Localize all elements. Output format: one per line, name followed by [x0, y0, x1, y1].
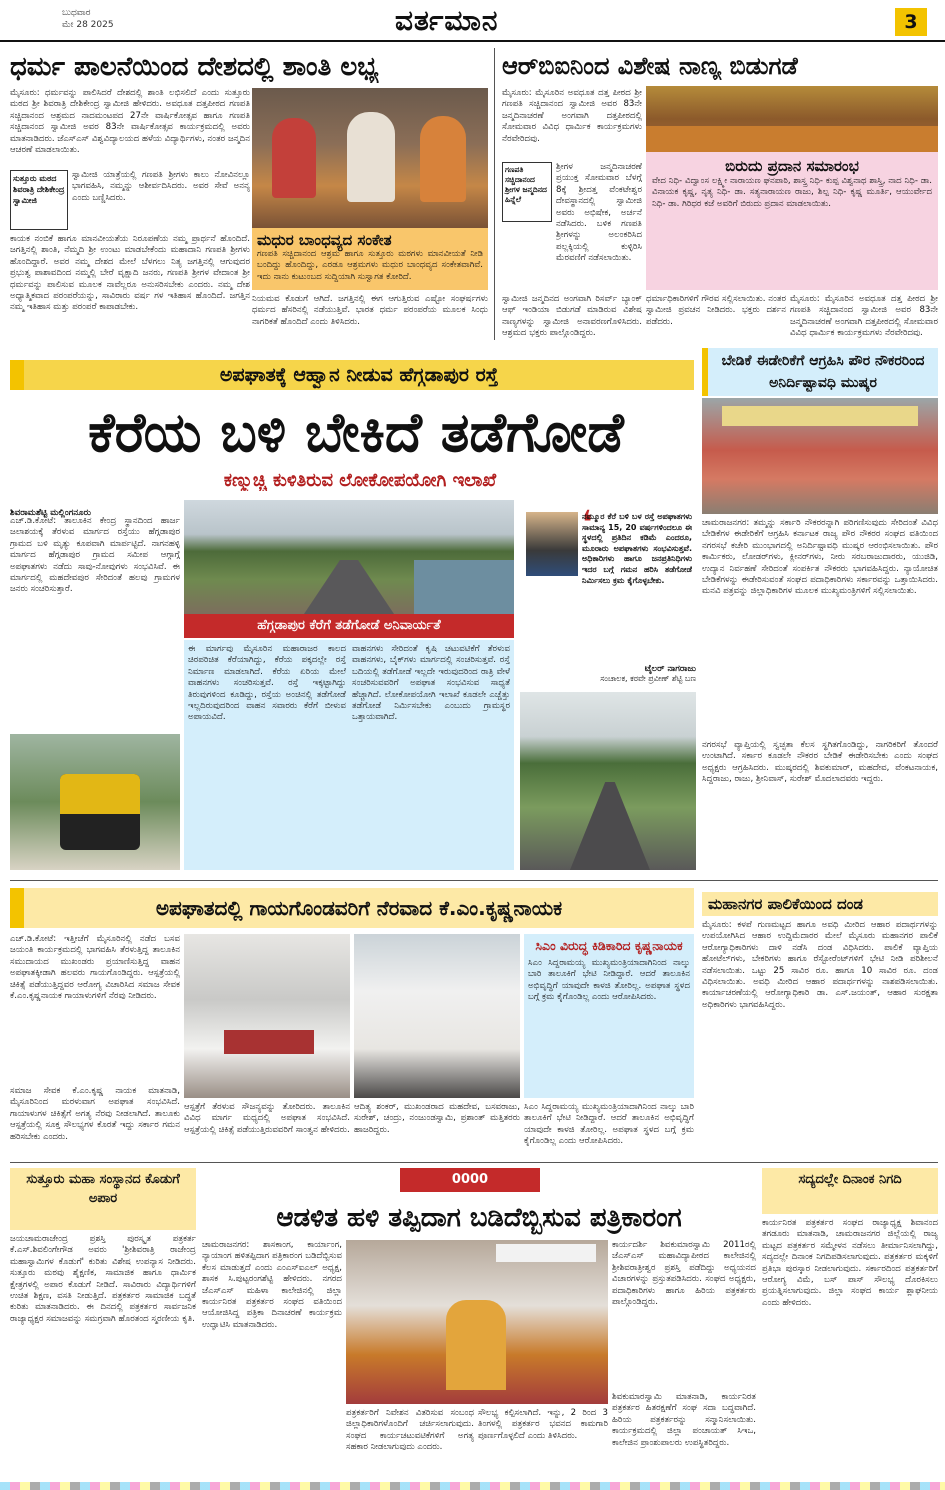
lead-photo-auto-vehicle	[60, 774, 140, 850]
story1-photo-figure-2	[347, 112, 395, 202]
story3-header	[702, 348, 938, 396]
lead-photo-trees	[520, 692, 696, 870]
lead-subhead: ಕಣ್ಮುಚ್ಚಿ ಕುಳಿತಿರುವ ಲೋಕೋಪಯೋಗಿ ಇಲಾಖೆ	[223, 470, 497, 491]
story1-caption-box	[252, 228, 488, 290]
strip-label: 0000	[451, 1172, 489, 1187]
story4-photo-group	[354, 934, 520, 1098]
story2-side-label-text: ಗಣಪತಿ ಸಚ್ಚಿದಾನಂದ ಶ್ರೀಗಳ ಜನ್ಮದಿನದ ಹಿನ್ನೆಲೆ	[505, 165, 547, 204]
story2-photo	[646, 86, 938, 152]
story1-col1: ಮೈಸೂರು: ಧರ್ಮವನ್ನು ಪಾಲಿಸಿದರೆ ದೇಶದಲ್ಲಿ ಶಾಂತಿ ಲಭಿಸಲಿದೆ ಎಂದು ಸುತ್ತೂರು ಮಠದ ಶ್ರೀ ಶಿವರಾತ್ರಿ ದೇಶಿಕೇಂದ್ರ ಸ್ವಾಮೀಜಿ ಹೇಳಿದರು. ಅವಧೂತ ದತ್ತಪೀಠದ ಗಣಪತಿ ಸಚ್ಚಿದಾನಂದ ಆಶ್ರಮದ ನಾದಮಂಟಪದ 27ನೇ ವಾರ್ಷಿಕೋತ್ಸವ ಹಾಗೂ ಗಣಪತಿ ಸಚ್ಚಿದಾನಂದ ಸ್ವಾಮೀಜಿ ಅವರ 83ನೇ ವಾರ್ಷಿಕೋತ್ಸವ ಕಾರ್ಯಕ್ರಮದಲ್ಲಿ ಅವರು ಮಾತನಾಡಿದರು. ಜೆಎಸ್ಎಸ್ ವಿಶ್ವವಿದ್ಯಾಲಯದ ಹಳೆಯ ವಿದ್ಯಾರ್ಥಿಗಳು, ನಂತರ ಜನ್ಮದಿನ ಆಚರಣೆ ಮಾಡಲಾಯಿತು.	[10, 88, 250, 156]
story6-col5: ಶಿವಕುಮಾರಸ್ವಾಮಿ ಮಾತನಾಡಿ, ಕಾರ್ಯನಿರತ ಪತ್ರಕರ್ತರ ಹಿತರಕ್ಷಣೆಗೆ ಸಂಘ ಸದಾ ಬದ್ಧವಾಗಿದೆ. ಹಿರಿಯ ಪತ್ರಕರ್ತರನ್ನು ಸನ್ಮಾನಿಸಲಾಯಿತು. ಕಾರ್ಯಕ್ರಮದಲ್ಲಿ ಜಿಲ್ಲಾ ಪಂಚಾಯತ್ ಸಿಇಒ, ಕಾಲೇಜಿನ ಪ್ರಾಂಶುಪಾಲರು ಉಪಸ್ಥಿತರಿದ್ದರು.	[612, 1392, 756, 1448]
story2-side-label	[502, 162, 552, 222]
story3-headline: ಬೇಡಿಕೆ ಈಡೇರಿಕೆಗೆ ಆಗ್ರಹಿಸಿ ಪೌರ ನೌಕರರಿಂದ ಅನಿರ್ದಿಷ್ಟಾವಧಿ ಮುಷ್ಕರ	[721, 353, 925, 391]
masthead	[0, 0, 945, 44]
story4-col1: ಎಚ್.ಡಿ.ಕೋಟೆ: ಇತ್ತೀಚೆಗೆ ಮೈಸೂರಿನಲ್ಲಿ ನಡೆದ ಬಸವ ಜಯಂತಿ ಕಾರ್ಯಕ್ರಮದಲ್ಲಿ ಭಾಗವಹಿಸಿ ತೆರಳುತ್ತಿದ್ದ ತಾಲೂಕಿನ ಸಮುದಾಯದ ಮುಖಂಡರು ಪ್ರಯಾಣಿಸುತ್ತಿದ್ದ ವಾಹನ ಅಪಘಾತಕ್ಕೀಡಾಗಿ ಹಲವರು ಗಾಯಗೊಂಡಿದ್ದರು. ಆಸ್ಪತ್ರೆಯಲ್ಲಿ ಚಿಕಿತ್ಸೆ ಪಡೆಯುತ್ತಿದ್ದವರ ಆರೋಗ್ಯ ವಿಚಾರಿಸಿದ ಸಮಾಜ ಸೇವಕ ಕೆ.ಎಂ.ಕೃಷ್ಣನಾಯಕ ಗಾಯಾಳುಗಳಿಗೆ ನೆರವು ನೀಡಿದರು.	[10, 934, 180, 1002]
story1-headline: ಧರ್ಮ ಪಾಲನೆಯಿಂದ ದೇಶದಲ್ಲಿ ಶಾಂತಿ ಲಭ್ಯ	[10, 52, 379, 82]
story6-headline: ಆಡಳಿತ ಹಳಿ ತಪ್ಪಿದಾಗ ಬಡಿದೆಬ್ಬಿಸುವ ಪತ್ರಿಕಾರಂಗ	[276, 1203, 682, 1233]
story5-headline: ಮಹಾನಗರ ಪಾಲಿಕೆಯಿಂದ ದಂಡ	[702, 892, 938, 916]
lead-col2-box	[184, 640, 514, 870]
story6-photo-shawl	[446, 1300, 506, 1390]
lead-photo-trees-road	[570, 782, 650, 870]
story4-photo-hospital	[184, 934, 350, 1098]
story4-col4: ಆದಿತ್ಯ ಶಂಕರ್, ಮುಖಂಡರಾದ ಮಹದೇವ, ಬಸವರಾಜು, ಸುರೇಶ್, ಚಂದ್ರು, ನಂಜುಂಡಸ್ವಾಮಿ, ಪ್ರಶಾಂತ್ ಮತ್ತಿತರರು ಹಾಜರಿದ್ದರು.	[354, 1102, 520, 1135]
story2-headline: ಆರ್‌ಬಿಐನಿಂದ ವಿಶೇಷ ನಾಣ್ಯ ಬಿಡುಗಡೆ	[502, 52, 798, 80]
story6-col4: ಕಾರ್ಯದರ್ಶಿ ಶಿವಕುಮಾರಸ್ವಾಮಿ 2011ರಲ್ಲಿ ಜೆಎಸ್ಎಸ್ ಮಹಾವಿದ್ಯಾಪೀಠದ ಕಾಲೇಜಿನಲ್ಲಿ ಶ್ರೀಶಿವರಾತ್ರೀಶ್ವರ ಪ್ರಶಸ್ತಿ ಪಡೆದಿದ್ದು ಅಧ್ಯಯನದ ವಿಚಾರಗಳನ್ನು ಪ್ರಸ್ತುತಪಡಿಸಿದರು. ಸಂಘದ ಅಧ್ಯಕ್ಷರು, ಪದಾಧಿಕಾರಿಗಳು ಹಾಗೂ ಹಿರಿಯ ಪತ್ರಕರ್ತರು ಪಾಲ್ಗೊಂಡಿದ್ದರು.	[612, 1240, 756, 1308]
story2-col3: ಧರ್ಮಾಧಿಕಾರಿಗಳಿಗೆ ಗೌರವ ಸಲ್ಲಿಸಲಾಯಿತು. ನಂತರ ಸ್ವಾಮೀಜಿ ಪ್ರವಚನ ನೀಡಿದರು. ಭಕ್ತರು ದರ್ಶನ ಪಡೆದರು.	[646, 294, 786, 327]
story2-photo-stage	[646, 126, 938, 152]
masthead-title: ವರ್ತಮಾನ	[395, 4, 499, 37]
story4-headline: ಅಪಘಾತದಲ್ಲಿ ಗಾಯಗೊಂಡವರಿಗೆ ನೆರವಾದ ಕೆ.ಎಂ.ಕೃಷ್ಣನಾಯಕ	[155, 896, 563, 920]
lead-kicker-band	[10, 360, 694, 390]
story4-col2: ಸಮಾಜ ಸೇವಕ ಕೆ.ಎಂ.ಕೃಷ್ಣ ನಾಯಕ ಮಾತನಾಡಿ, ಮೈಸೂರಿನಿಂದ ಮರಳುವಾಗ ಅಪಘಾತ ಸಂಭವಿಸಿದೆ. ಗಾಯಾಳುಗಳ ಚಿಕಿತ್ಸೆಗೆ ಅಗತ್ಯ ನೆರವು ನೀಡಲಾಗಿದೆ. ತಾಲೂಕು ಆಸ್ಪತ್ರೆಯಲ್ಲಿ ಸೂಕ್ತ ಸೌಲಭ್ಯಗಳ ಕೊರತೆ ಇದ್ದು ಸರ್ಕಾರ ಗಮನ ಹರಿಸಬೇಕು ಎಂದರು.	[10, 1086, 180, 1142]
lead-quote-attribution	[520, 664, 696, 690]
story8-header	[762, 1168, 938, 1214]
story4-col5: ಸಿಎಂ ಸಿದ್ದರಾಮಯ್ಯ ಮುಖ್ಯಮಂತ್ರಿಯಾದಾಗಿನಿಂದ ನಾಲ್ಕು ಬಾರಿ ತಾಲೂಕಿಗೆ ಭೇಟಿ ನೀಡಿದ್ದಾರೆ. ಆದರೆ ತಾಲೂಕಿನ ಅಭಿವೃದ್ಧಿಗೆ ಯಾವುದೇ ಕಾಳಜಿ ತೋರಿಲ್ಲ. ಅಪಘಾತ ಸ್ಥಳದ ಬಗ್ಗೆ ಕ್ರಮ ಕೈಗೊಂಡಿಲ್ಲ ಎಂದು ಆರೋಪಿಸಿದರು.	[524, 1102, 694, 1147]
story6-col2: ಪತ್ರಕರ್ತರಿಗೆ ನಿವೇಶನ ವಿತರಿಸುವ ಸಂಬಂಧ ಜಿಲ್ಲಾಧಿಕಾರಿಗಳೊಂದಿಗೆ ಚರ್ಚಿಸಲಾಗುವುದು. ಸಂಘದ ಕಾರ್ಯಚಟುವಟಿಕೆಗಳಿಗೆ ಅಗತ್ಯ ಸಹಕಾರ ನೀಡಲಾಗುವುದು ಎಂದರು.	[346, 1408, 474, 1453]
strip-label-band	[400, 1168, 540, 1192]
story7-body: ಜಯಚಾಮರಾಜೇಂದ್ರ ಪ್ರಶಸ್ತಿ ಪುರಸ್ಕೃತ ಪತ್ರಕರ್ತ ಕೆ.ಎಸ್.ಶಿವಲಿಂಗೇಗೌಡ ಅವರು 'ಶ್ರೀಶಿವರಾತ್ರಿ ರಾಜೇಂದ್ರ ಮಹಾಸ್ವಾಮಿಗಳ ಕೊಡುಗೆ' ಕುರಿತು ವಿಶೇಷ ಉಪನ್ಯಾಸ ನೀಡಿದರು. ಸುತ್ತೂರು ಮಠವು ಶೈಕ್ಷಣಿಕ, ಸಾಮಾಜಿಕ ಹಾಗೂ ಧಾರ್ಮಿಕ ಕ್ಷೇತ್ರಗಳಲ್ಲಿ ಅಪಾರ ಕೊಡುಗೆ ನೀಡಿದೆ. ಸಾವಿರಾರು ವಿದ್ಯಾರ್ಥಿಗಳಿಗೆ ಉಚಿತ ಶಿಕ್ಷಣ, ವಸತಿ ನೀಡುತ್ತಿದೆ. ಪತ್ರಕರ್ತರ ಸಾಮಾಜಿಕ ಬದ್ಧತೆ ಕುರಿತು ಮಾತನಾಡಿದರು. ಈ ದಿನದಲ್ಲಿ ಪತ್ರಕರ್ತರ ಸಾರ್ವಜನಿಕ ರಾಜ್ಯಾಧ್ಯಕ್ಷರ ಸಮಾಜವನ್ನು ಸಮಗ್ರವಾಗಿ ಹೊರತಂದ ಸ್ಮರಣೀಯ ಕೃತಿ.	[10, 1234, 196, 1324]
lead-photo-road	[184, 500, 514, 614]
lead-kicker: ಅಪಘಾತಕ್ಕೆ ಆಹ್ವಾನ ನೀಡುವ ಹೆಗ್ಗಡಾಪುರ ರಸ್ತೆ	[219, 364, 499, 386]
lead-headline: ಕೆರೆಯ ಬಳಿ ಬೇಕಿದೆ ತಡೆಗೋಡೆ	[88, 401, 624, 464]
page-number-badge	[895, 8, 927, 36]
story2-award-title: ಬಿರುದು ಪ್ರದಾನ ಸಮಾರಂಭ	[725, 157, 859, 175]
story6-col3: ಸೌಲಭ್ಯ ಕಲ್ಪಿಸಲಾಗಿದೆ. ಇನ್ನು, 2 ರಿಂದ 3 ತಿಂಗಳಲ್ಲಿ ಪತ್ರಕರ್ತರ ಭವನದ ಕಾಮಗಾರಿ ಪೂರ್ಣಗೊಳ್ಳಲಿದೆ ಎಂದು ತಿಳಿಸಿದರು.	[478, 1408, 608, 1441]
lead-quote-role: ಸಂಚಾಲಕ, ಕರವೇ ಪ್ರವೀಣ್ ಶೆಟ್ಟಿ ಬಣ	[600, 674, 696, 683]
section-divider-lower	[10, 1162, 938, 1163]
story4-inset	[524, 934, 694, 1098]
story7-headline: ಸುತ್ತೂರು ಮಹಾ ಸಂಸ್ಥಾನದ ಕೊಡುಗೆ ಅಪಾರ	[26, 1172, 180, 1206]
story2-award-text: ವೇದ ನಿಧಿ- ವಿದ್ವಾಂಸ ಲಕ್ಷ್ಮೀ ನಾರಾಯಣ ಘನಪಾಠಿ, ಶಾಸ್ತ್ರ ನಿಧಿ- ಕುಪ್ಪ ವಿಶ್ವನಾಥ ಶಾಸ್ತ್ರಿ, ನಾದ ನಿಧಿ- ಡಾ. ವಿನಾಯಕ ಕೃಷ್ಣ, ನೃತ್ಯ ನಿಧಿ- ಡಾ. ಸತ್ಯನಾರಾಯಣ ರಾಜು, ಶಿಲ್ಪ ನಿಧಿ- ಕೃಷ್ಣ ಮೂರ್ತಿ, ಆಯುರ್ವೇದ ನಿಧಿ- ಡಾ. ಗಿರಿಧರ ಕಜೆ ಅವರಿಗೆ ಬಿರುದು ಪ್ರದಾನ ಮಾಡಲಾಯಿತು.	[652, 176, 932, 209]
story1-photo-figure-1	[272, 118, 316, 198]
story3-photo-banner	[722, 406, 918, 426]
story2-award-box	[646, 152, 938, 290]
lead-photo-band-text: ಹೆಗ್ಗಡಾಪುರ ಕೆರೆಗೆ ತಡೆಗೋಡೆ ಅನಿವಾರ್ಯತೆ	[257, 618, 441, 633]
lead-quote-portrait	[526, 512, 578, 576]
lead-quote-box	[520, 500, 696, 660]
story2-body: ಮೈಸೂರು: ಮೈಸೂರಿನ ಅವಧೂತ ದತ್ತ ಪೀಠದ ಶ್ರೀ ಗಣಪತಿ ಸಚ್ಚಿದಾನಂದ ಸ್ವಾಮೀಜಿ ಅವರ 83ನೇ ಜನ್ಮದಿನಾಚರಣೆ ಅಂಗವಾಗಿ ದತ್ತಪೀಠದಲ್ಲಿ ಸೋಮವಾರ ವಿವಿಧ ಧಾರ್ಮಿಕ ಕಾರ್ಯಕ್ರಮಗಳು ನೆರವೇರಿದವು.	[502, 88, 642, 144]
story4-header	[10, 888, 694, 928]
story2-col1: ಶ್ರೀಗಳ ಜನ್ಮದಿನಾಚರಣೆ ಪ್ರಯುಕ್ತ ಸೋಮವಾರ ಬೆಳಗ್ಗೆ 8ಕ್ಕೆ ಶ್ರೀದತ್ತ ವೆಂಕಟೇಶ್ವರ ದೇವಸ್ಥಾನದಲ್ಲಿ ಸ್ವಾಮೀಜಿ ಅವರು ಅಭಿಷೇಕ, ಅರ್ಚನೆ ನಡೆಸಿದರು. ಬಳಿಕ ಗಣಪತಿ ಶ್ರೀಗಳನ್ನು ಅಲಂಕರಿಸಿದ ಪಲ್ಲಕ್ಕಿಯಲ್ಲಿ ಕುಳ್ಳಿರಿಸಿ ಮೆರವಣಿಗೆ ನಡೆಸಲಾಯಿತು.	[556, 162, 642, 264]
story1-photo-figure-3	[420, 116, 466, 202]
story5-body: ಮೈಸೂರು: ಕಳಪೆ ಗುಣಮಟ್ಟದ ಹಾಗೂ ಅವಧಿ ಮೀರಿದ ಆಹಾರ ಪದಾರ್ಥಗಳನ್ನು ಉಪಯೋಗಿಸಿದ ಆಹಾರ ಉದ್ದಿಮೆದಾರರ ಮೇಲೆ ಮೈಸೂರು ಮಹಾನಗರ ಪಾಲಿಕೆ ಆರೋಗ್ಯಾಧಿಕಾರಿಗಳು ದಾಳಿ ನಡೆಸಿ ದಂಡ ವಿಧಿಸಿದರು. ಪಾಲಿಕೆ ವ್ಯಾಪ್ತಿಯ ಹೋಟೆಲ್‌ಗಳು, ಬೇಕರಿಗಳು ಹಾಗೂ ರೆಸ್ಟೋರೆಂಟ್‌ಗಳಿಗೆ ಭೇಟಿ ನೀಡಿ ಪರಿಶೀಲನೆ ನಡೆಸಲಾಯಿತು. ಒಟ್ಟು 25 ಸಾವಿರ ರೂ. ಹಾಗೂ 10 ಸಾವಿರ ರೂ. ದಂಡ ವಿಧಿಸಲಾಯಿತು. ಅವಧಿ ಮೀರಿದ ಆಹಾರ ಪದಾರ್ಥಗಳನ್ನು ನಾಶಪಡಿಸಲಾಯಿತು. ಕಾರ್ಯಾಚರಣೆಯಲ್ಲಿ ಆರೋಗ್ಯಾಧಿಕಾರಿ ಡಾ. ಎಸ್.ಜಯಂತ್, ಆಹಾರ ಸುರಕ್ಷತಾ ಅಧಿಕಾರಿಗಳು ಭಾಗವಹಿಸಿದ್ದರು.	[702, 920, 938, 1010]
story1-caption-text: ಗಣಪತಿ ಸಚ್ಚಿದಾನಂದ ಆಶ್ರಮ ಹಾಗೂ ಸುತ್ತೂರು ಮಠಗಳು ಮಾನವೀಯತೆ ನೀಡಿ ಬಂದಿದ್ದು ಹೊಂದಿದ್ದು, ಎರಡೂ ಆಶ್ರಮಗಳು ಮಧುರ ಬಾಂಧವ್ಯದ ಸಂಕೇತವಾಗಿವೆ. ಇದು ನಾನು ಕುಟುಂಬದ ಸುದ್ದಿಯಾಗಿ ಸುಸ್ವಾಗತ ಕೋರಿದೆ.	[257, 249, 483, 282]
story8-headline: ಸದ್ಯದಲ್ಲೇ ದಿನಾಂಕ ನಿಗದಿ	[798, 1172, 902, 1187]
lead-photo-lake	[414, 560, 514, 614]
lead-quote-name: ಟೈಲರ್ ನಾಗರಾಜು	[644, 664, 696, 674]
story3-body: ಚಾಮರಾಜನಗರ: ತಮ್ಮನ್ನು ಸರ್ಕಾರಿ ನೌಕರರನ್ನಾಗಿ ಪರಿಗಣಿಸುವುದು ಸೇರಿದಂತೆ ವಿವಿಧ ಬೇಡಿಕೆಗಳ ಈಡೇರಿಕೆಗೆ ಆಗ್ರಹಿಸಿ ಕರ್ನಾಟಕ ರಾಜ್ಯ ಪೌರ ನೌಕರರ ಸಂಘದ ವತಿಯಿಂದ ನಗರಸಭೆ ಕಚೇರಿ ಮುಂಭಾಗದಲ್ಲಿ ಅನಿರ್ದಿಷ್ಟಾವಧಿ ಮುಷ್ಕರ ಆರಂಭಿಸಲಾಯಿತು. ಪೌರ ಕಾರ್ಮಿಕರು, ಲೋಡರ್‌ಗಳು, ಕ್ಲೀನರ್‌ಗಳು, ನೀರು ಸರಬರಾಜುದಾರರು, ಯುಜಿಡಿ, ಉದ್ಯಾನ ನಿರ್ವಹಣೆ ಸೇರಿದಂತೆ ಸಂಪರ್ಕಿತ ನೌಕರರು ಭಾಗವಹಿಸಿದ್ದರು. ನ್ಯಾಯೋಚಿತ ಬೇಡಿಕೆಗಳನ್ನು ಈಡೇರಿಸುವಂತೆ ಸಂಘದ ಪದಾಧಿಕಾರಿಗಳು ಸರ್ಕಾರವನ್ನು ಒತ್ತಾಯಿಸಿದರು. ಮನವಿ ಪತ್ರವನ್ನು ಜಿಲ್ಲಾಧಿಕಾರಿಗಳ ಮೂಲಕ ಮುಖ್ಯಮಂತ್ರಿಗಳಿಗೆ ಸಲ್ಲಿಸಲಾಯಿತು.	[702, 518, 938, 597]
lead-byline-text: ಶಿವರಾಮಶೆಟ್ಟಿ ಮಲ್ಲಿಂಗನೂರು	[10, 508, 91, 518]
lead-quote-mark: ❛	[582, 503, 593, 541]
story6-photo	[346, 1240, 608, 1404]
lead-photo-band	[184, 614, 514, 638]
story8-body: ಕಾರ್ಯನಿರತ ಪತ್ರಕರ್ತರ ಸಂಘದ ರಾಜ್ಯಾಧ್ಯಕ್ಷ ಶಿವಾನಂದ ತಗಡೂರು ಮಾತನಾಡಿ, ಚಾಮರಾಜನಗರ ಜಿಲ್ಲೆಯಲ್ಲಿ ರಾಜ್ಯ ಮಟ್ಟದ ಪತ್ರಕರ್ತರ ಸಮ್ಮೇಳನ ನಡೆಸಲು ತೀರ್ಮಾನಿಸಲಾಗಿದ್ದು, ಸದ್ಯದಲ್ಲೇ ದಿನಾಂಕ ನಿಗದಿಪಡಿಸಲಾಗುವುದು. ಪತ್ರಕರ್ತರ ಮಕ್ಕಳಿಗೆ ಪ್ರತಿಭಾ ಪುರಸ್ಕಾರ ನೀಡಲಾಗುವುದು. ಸರ್ಕಾರದಿಂದ ಪತ್ರಕರ್ತರಿಗೆ ಆರೋಗ್ಯ ವಿಮೆ, ಬಸ್ ಪಾಸ್ ಸೌಲಭ್ಯ ದೊರಕಿಸಲು ಪ್ರಯತ್ನಿಸಲಾಗುವುದು. ಜಿಲ್ಲಾ ಸಂಘದ ಕಾರ್ಯ ಶ್ಲಾಘನೀಯ ಎಂದು ಹೇಳಿದರು.	[762, 1218, 938, 1308]
lead-col1: ಎಚ್.ಡಿ.ಕೋಟೆ: ತಾಲೂಕಿನ ಕೇಂದ್ರ ಸ್ಥಾನದಿಂದ ಹಾರ್ಜ ಜಲಾಶಯಕ್ಕೆ ತೆರಳುವ ಮಾರ್ಗದ ರಸ್ತೆಯು ಹೆಗ್ಗಡಾಪುರ ಗ್ರಾಮದ ಬಳಿ ಮೃತ್ಯು ಕೂಪವಾಗಿ ಮಾರ್ಪಟ್ಟಿದೆ. ನಾಗನಹಳ್ಳಿ ಮಾರ್ಗದ ಹೆಗ್ಗಡಾಪುರ ಗ್ರಾಮದ ಸಮೀಪ ಆಗ್ಗಾಗ್ಗೆ ಅಪಘಾತಗಳು ನಡೆದು ಸಾವು-ನೋವುಗಳು ಸಂಭವಿಸಿವೆ. ಈ ಮಾರ್ಗದಲ್ಲಿ ಮಹದೇವಪುರ ಸೇರಿದಂತೆ ಹಲವು ಗ್ರಾಮಗಳ ಜನರು ಸಂಚರಿಸುತ್ತಾರೆ.	[10, 516, 180, 595]
page-number: 3	[904, 11, 918, 33]
story2-col2: ಸ್ವಾಮೀಜಿ ಜನ್ಮದಿನದ ಅಂಗವಾಗಿ ರಿಸರ್ವ್ ಬ್ಯಾಂಕ್ ಆಫ್ ಇಂಡಿಯಾ ಬಿಡುಗಡೆ ಮಾಡಿರುವ ವಿಶೇಷ ನಾಣ್ಯಗಳನ್ನು ಸ್ವಾಮೀಜಿ ಅನಾವರಣಗೊಳಿಸಿದರು. ಆಶ್ರಮದ ಭಕ್ತರು ಪಾಲ್ಗೊಂಡಿದ್ದರು.	[502, 294, 642, 339]
story4-photo-bed	[224, 1030, 314, 1054]
story1-side-label	[10, 170, 68, 230]
lead-quote: ನಮ್ಮೂರ ಕೆರೆ ಬಳಿ ಬಳ ರಸ್ತೆ ಅಪಘಾತಗಳು ಸಾಮಾನ್ಯ 15, 20 ವರ್ಷಗಳಿಂದಲೂ ಈ ಸ್ಥಳದಲ್ಲಿ ಪ್ರತಿದಿನ ಕಡಿಮೆ ಎಂದರೂ, ಮೂರಾರು ಅಪಘಾತಗಳು ಸಂಭವಿಸುತ್ತವೆ. ಅಧಿಕಾರಿಗಳು ಹಾಗೂ ಜನಪ್ರತಿನಿಧಿಗಳು ಇದರ ಬಗ್ಗೆ ಗಮನ ಹರಿಸಿ ತಡೆಗೋಡೆ ನಿರ್ಮಿಸಲು ಕ್ರಮ ಕೈಗೊಳ್ಳಬೇಕು.	[582, 512, 692, 585]
story3-body2: ನಗರಸಭೆ ವ್ಯಾಪ್ತಿಯಲ್ಲಿ ಸ್ವಚ್ಛತಾ ಕೆಲಸ ಸ್ಥಗಿತಗೊಂಡಿದ್ದು, ನಾಗರಿಕರಿಗೆ ತೊಂದರೆ ಉಂಟಾಗಿದೆ. ಸರ್ಕಾರ ಕೂಡಲೇ ನೌಕರರ ಬೇಡಿಕೆ ಈಡೇರಿಸಬೇಕು ಎಂದು ಸಂಘದ ಅಧ್ಯಕ್ಷರು ಆಗ್ರಹಿಸಿದರು. ಮುಷ್ಕರದಲ್ಲಿ ಶಿವಕುಮಾರ್, ಮಹದೇವ, ವೆಂಕಟನಾಯಕ, ಸಿದ್ದರಾಜು, ರಾಜು, ಶ್ರೀನಿವಾಸ್, ಸುರೇಶ್ ಮೊದಲಾದವರು ಇದ್ದರು.	[702, 740, 938, 785]
story4-col3: ಆಸ್ಪತ್ರೆಗೆ ತೆರಳುವ ಸೌಜನ್ಯವನ್ನು ತೋರಿದರು. ತಾಲೂಕಿನ ವಿವಿಧ ಮಾರ್ಗ ಮಧ್ಯದಲ್ಲಿ ಅಪಘಾತ ಸಂಭವಿಸಿದೆ. ಆಸ್ಪತ್ರೆಯಲ್ಲಿ ಚಿಕಿತ್ಸೆ ಪಡೆಯುತ್ತಿರುವವರಿಗೆ ಸಾಂತ್ವನ ಹೇಳಿದರು.	[184, 1102, 350, 1135]
story7-header	[10, 1168, 196, 1230]
story4-inset-text: ಸಿಎಂ ಸಿದ್ದರಾಮಯ್ಯ ಮುಖ್ಯಮಂತ್ರಿಯಾದಾಗಿನಿಂದ ನಾಲ್ಕು ಬಾರಿ ತಾಲೂಕಿಗೆ ಭೇಟಿ ನೀಡಿದ್ದಾರೆ. ಆದರೆ ತಾಲೂಕಿನ ಅಭಿವೃದ್ಧಿಗೆ ಯಾವುದೇ ಕಾಳಜಿ ತೋರಿಲ್ಲ. ಅಪಘಾತ ಸ್ಥಳದ ಬಗ್ಗೆ ಕ್ರಮ ಕೈಗೊಂಡಿಲ್ಲ ಎಂದು ಆರೋಪಿಸಿದರು.	[528, 958, 690, 1003]
lead-photo-auto-canopy	[60, 774, 140, 814]
story6-col1: ಚಾಮರಾಜನಗರ: ಶಾಸಕಾಂಗ, ಕಾರ್ಯಾಂಗ, ನ್ಯಾಯಾಂಗ ಹಳಿತಪ್ಪಿದಾಗ ಪತ್ರಿಕಾರಂಗ ಬಡಿದೆಬ್ಬಿಸುವ ಕೆಲಸ ಮಾಡುತ್ತದೆ ಎಂದು ಎಂಎಸ್ಐಎಲ್ ಅಧ್ಯಕ್ಷ, ಶಾಸಕ ಸಿ.ಪುಟ್ಟರಂಗಶೆಟ್ಟಿ ಹೇಳಿದರು. ನಗರದ ಜೆಎಸ್ಎಸ್ ಮಹಿಳಾ ಕಾಲೇಜಿನಲ್ಲಿ ಜಿಲ್ಲಾ ಕಾರ್ಯನಿರತ ಪತ್ರಕರ್ತರ ಸಂಘದ ವತಿಯಿಂದ ಆಯೋಜಿಸಿದ್ದ ಪತ್ರಿಕಾ ದಿನಾಚರಣೆ ಕಾರ್ಯಕ್ರಮ ಉದ್ಘಾಟಿಸಿ ಮಾತನಾಡಿದರು.	[202, 1240, 342, 1330]
story3-photo	[702, 398, 938, 514]
registration-marks-bottom	[0, 1482, 945, 1490]
masthead-day: ಬುಧವಾರ	[62, 8, 91, 18]
story1-body2: ಕಾಯಕ ನಂಬಿಕೆ ಹಾಗೂ ಮಾನವೀಯತೆಯ ನಿರೂಪಣೆಯ ನಮ್ಮ ಪ್ರಾರ್ಥನೆ ಹೊಂದಿದೆ. ಜಗತ್ತಿನಲ್ಲಿ ಶಾಂತಿ, ನೆಮ್ಮದಿ ಶ್ರೀ ಉಂಟು ಮಾಡಬೇಕೆಂದು ಮಹಾದಾನಿ ಗಣಪತಿ ಶ್ರೀಗಳು ಹೊಂದಿದ್ದಾರೆ. ಅವರ ನಮ್ಮ ದೇಶದ ಮೇಲೆ ಬೆಳಗಲು ನಿತ್ಯ ಜಗತ್ತಿನಲ್ಲಿ ಆಗುವುದರ ಪ್ರಭುತ್ವ ಪಾಶಾವದಿಂದ ನಮ್ಮಲ್ಲಿ ಬೇರೆ ವೃಕ್ಷಾದಿ ಜನರು, ಗಣಪತಿ ಶ್ರೀಗಳ ವೇದಾಂತ ಶ್ರೀ ಧರ್ಮವನ್ನು ಪಾಲಿಸುವ ಮೂಲಕ ನಾವೆಲ್ಲರೂ ಅನುಸರಿಸಬೇಕು ಎಂದರು. ನಮ್ಮ ದೇಶ ಅಧ್ಯಾತ್ಮಿಕವಾದ ಪರಂಪರೆಯನ್ನು, ಸಾವಿರಾರು ವರ್ಷ ಗಳ ಇತಿಹಾಸ ಹೊಂದಿದೆ. ಜಗತ್ತಿನ ನಮ್ಮ ಇತಿಹಾಸ ಮತ್ತು ಪರಂಪರೆ ಕಾಪಾಡಬೇಕು.	[10, 234, 250, 313]
masthead-divider	[0, 40, 945, 42]
story1-photo	[252, 88, 488, 228]
story1-side-label-text: ಸುತ್ತೂರು ಮಠದ ಶಿವರಾತ್ರಿ ದೇಶಿಕೇಂದ್ರ ಸ್ವಾಮೀಜಿ	[13, 174, 65, 205]
section-divider-mid	[10, 880, 938, 881]
lead-col3: ವಾಹನಗಳು ಸೇರಿದಂತೆ ಕೃಷಿ ಚಟುವಟಿಕೆಗೆ ತೆರಳುವ ವಾಹನಗಳು, ಬೈಕ್‌ಗಳು ಮಾರ್ಗದಲ್ಲಿ ಸಂಚರಿಸುತ್ತವೆ. ರಸ್ತೆ ಬದಿಯಲ್ಲಿ ತಡೆಗೋಡೆ ಇಲ್ಲದೇ ಇರುವುದರಿಂದ ರಾತ್ರಿ ವೇಳೆ ಸಂಚರಿಸುವವರಿಗೆ ಅಪಘಾತ ಸಂಭವಿಸುವ ಸಾಧ್ಯತೆ ಹೆಚ್ಚಾಗಿದೆ. ಲೋಕೋಪಯೋಗಿ ಇಲಾಖೆ ಕೂಡಲೇ ಎಚ್ಚೆತ್ತು ತಡೆಗೋಡೆ ನಿರ್ಮಿಸಬೇಕು ಎಂಬುದು ಗ್ರಾಮಸ್ಥರ ಒತ್ತಾಯವಾಗಿದೆ.	[352, 644, 510, 723]
story4-inset-title: ಸಿಎಂ ವಿರುದ್ಧ ಕಿಡಿಕಾರಿದ ಕೃಷ್ಣನಾಯಕ	[535, 938, 683, 953]
story1-col3: ನಿಯಮವ ಕೊಡುಗೆ ಆಗಿದೆ. ಜಗತ್ತಿನಲ್ಲಿ ಈಗ ಆಗುತ್ತಿರುವ ಎಷ್ಟೋ ಸಂಘರ್ಷಗಳು ಧರ್ಮದ ಹೆಸರಿನಲ್ಲಿ ನಡೆಯುತ್ತಿವೆ. ಭಾರತ ಧರ್ಮ ಪರಂಪರೆಯ ಮೂಲಕ ಸಿಂಧು ನಾಗರಿಕತೆ ಹೊಂದಿದೆ ಎಂದು ತಿಳಿಸಿದರು.	[252, 294, 488, 327]
column-divider-top	[494, 48, 495, 340]
story2-col4: ಮೈಸೂರು: ಮೈಸೂರಿನ ಅವಧೂತ ದತ್ತ ಪೀಠದ ಶ್ರೀ ಗಣಪತಿ ಸಚ್ಚಿದಾನಂದ ಸ್ವಾಮೀಜಿ ಅವರ 83ನೇ ಜನ್ಮದಿನಾಚರಣೆ ಅಂಗವಾಗಿ ದತ್ತಪೀಠದಲ್ಲಿ ಸೋಮವಾರ ವಿವಿಧ ಧಾರ್ಮಿಕ ಕಾರ್ಯಕ್ರಮಗಳು ನೆರವೇರಿದವು.	[790, 294, 938, 339]
masthead-date: ಮೇ 28 2025	[62, 20, 114, 30]
story1-caption-title: ಮಧುರ ಬಾಂಧವ್ಯದ ಸಂಕೇತ	[257, 231, 392, 249]
story1-col1b: ಸ್ವಾಮೀಜಿ ಯಾತ್ರೆಯಲ್ಲಿ ಗಣಪತಿ ಶ್ರೀಗಳು ಕಾಲು ನೋವಿನಲ್ಲೂ ಭಾಗವಹಿಸಿ, ನಮ್ಮನ್ನು ಆಶೀರ್ವದಿಸಿದರು. ಅವರ ಸೇವೆ ಅನನ್ಯ ಎಂದು ಬಣ್ಣಿಸಿದರು.	[72, 170, 250, 203]
story6-photo-banner	[496, 1244, 596, 1262]
lead-col2: ಈ ಮಾರ್ಗವು ಮೈಸೂರಿನ ಮಹಾರಾಜರ ಕಾಲದ ಚಿರಪರಿಚಿತ ಕೆರೆಯಾಗಿದ್ದು, ಕೆರೆಯ ಪಕ್ಕದಲ್ಲೇ ರಸ್ತೆ ನಿರ್ಮಾಣ ಮಾಡಲಾಗಿದೆ. ಕೆರೆಯ ಏರಿಯ ಮೇಲೆ ವಾಹನಗಳು ಸಂಚರಿಸುತ್ತವೆ. ರಸ್ತೆ ಇಕ್ಕಟ್ಟಾಗಿದ್ದು ತಿರುವುಗಳಿಂದ ಕೂಡಿದ್ದು, ರಸ್ತೆಯ ಅಂಚಿನಲ್ಲಿ ತಡೆಗೋಡೆ ಇಲ್ಲದಿರುವುದರಿಂದ ವಾಹನ ಸವಾರರು ಕೆರೆಗೆ ಬೀಳುವ ಅಪಾಯವಿದೆ.	[188, 644, 346, 723]
lead-photo-road-surface	[304, 560, 394, 614]
lead-photo-auto	[10, 734, 180, 870]
lead-byline	[10, 500, 180, 518]
